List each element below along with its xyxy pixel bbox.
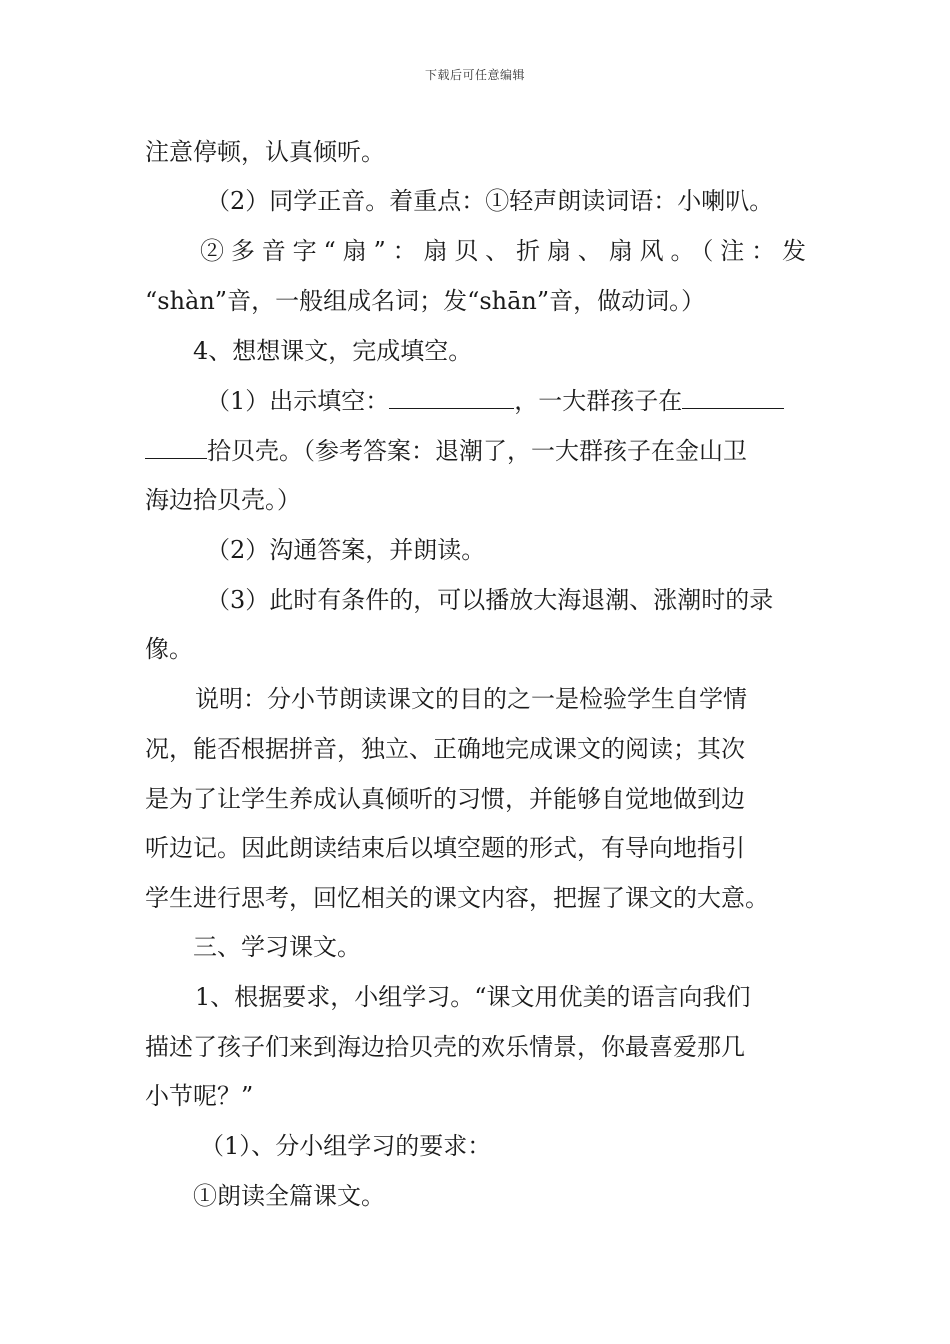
text-line: 听边记。因此朗读结束后以填空题的形式，有导向地指引 [145,834,745,862]
fill-blank-line [145,436,747,466]
text-segment: （1）出示填空： [206,387,390,415]
text-line: （3）此时有条件的，可以播放大海退潮、涨潮时的录 [206,586,774,614]
text-line: 况，能否根据拼音，独立、正确地完成课文的阅读；其次 [145,735,745,763]
text-line: （1）、分小组学习的要求： [200,1132,492,1160]
blank-underline [389,386,514,409]
text-line: 是为了让学生养成认真倾听的习惯，并能够自觉地做到边 [145,785,745,813]
text-line: （2）同学正音。着重点：①轻声朗读词语：小喇叭。 [206,187,774,215]
text-line: 像。 [145,635,193,663]
text-line: 学生进行思考，回忆相关的课文内容，把握了课文的大意。 [145,884,769,912]
text-line: ①朗读全篇课文。 [193,1182,385,1210]
blank-underline [145,436,207,459]
text-line: 说明：分小节朗读课文的目的之一是检验学生自学情 [195,685,747,713]
text-line: 4、想想课文，完成填空。 [193,337,473,365]
text-line: ②多音字“扇”：扇贝、折扇、扇风。（注：发 [200,237,806,265]
text-line: （2）沟通答案，并朗读。 [206,536,486,564]
text-line: 小节呢？” [145,1082,254,1110]
text-line: 注意停顿，认真倾听。 [145,138,385,166]
text-line: “shàn”音，一般组成名词；发“shān”音，做动词。） [145,287,706,315]
text-line: 描述了孩子们来到海边拾贝壳的欢乐情景，你最喜爱那几 [145,1033,745,1061]
text-segment: ，一大群孩子在 [514,387,683,415]
page-header: 下载后可任意编辑 [424,68,525,82]
blank-underline [682,386,784,409]
section-heading: 三、学习课文。 [193,933,361,961]
text-segment: 拾贝壳。（参考答案：退潮了，一大群孩子在金山卫 [207,437,747,465]
text-line: 海边拾贝壳。） [145,486,301,514]
text-line: 1、根据要求，小组学习。“课文用优美的语言向我们 [195,983,751,1011]
fill-blank-line [206,386,784,416]
